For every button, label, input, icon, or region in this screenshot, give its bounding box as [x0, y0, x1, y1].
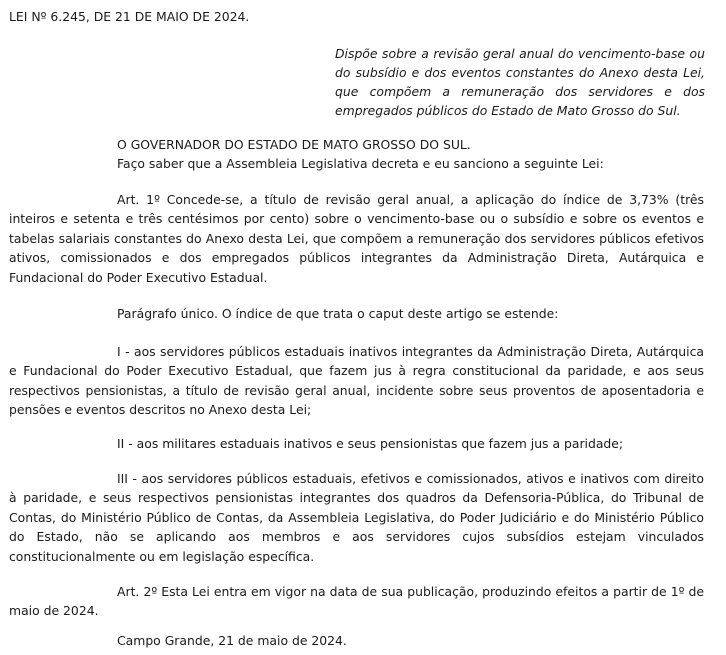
article-1: Art. 1º Concede-se, a título de revisão geral anual, a aplicação do índice de 3,73% (três inteiros e setenta e três centésimos por cento) sobre o vencimento-base ou o subsídio e sobre os eventos e tabelas salariais constantes do Anexo desta Lei, que compõem a remuneração dos servidores públicos efetivos ativos, comissionados e dos empregados públicos integrantes da Administração Direta, Autárquica e Fundacional do Poder Executivo Estadual. [9, 192, 704, 285]
enactment-line: Faço saber que a Assembleia Legislativa decreta e eu sanciono a seguinte Lei: [117, 156, 604, 171]
paragraph-unico: Parágrafo único. O índice de que trata o caput deste artigo se estende: [117, 306, 559, 321]
inciso-i: I - aos servidores públicos estaduais inativos integrantes da Administração Direta, Autárquica e Fundacional do Poder Executivo Estadual, que fazem jus à regra constitucional da paridade, e aos seus respectivos pensionistas, a título de revisão geral anual, incidente sobre seus proventos de aposentadoria e pensões e eventos descritos no Anexo desta Lei; [9, 344, 704, 418]
law-title: LEI Nº 6.245, DE 21 DE MAIO DE 2024. [9, 9, 250, 24]
place-date: Campo Grande, 21 de maio de 2024. [117, 633, 347, 648]
article-2: Art. 2º Esta Lei entra em vigor na data de sua publicação, produzindo efeitos a partir de 1º de maio de 2024. [9, 584, 704, 619]
inciso-ii: II - aos militares estaduais inativos e seus pensionistas que fazem jus a paridade; [117, 436, 624, 451]
law-ementa: Dispõe sobre a revisão geral anual do vencimento-base ou do subsídio e dos eventos constantes do Anexo desta Lei, que compõem a remuneração dos servidores e dos empregados públicos do Estado de Mato Grosso do Sul. [335, 46, 705, 118]
governor-line: O GOVERNADOR DO ESTADO DE MATO GROSSO DO SUL. [117, 137, 471, 152]
inciso-iii: III - aos servidores públicos estaduais, efetivos e comissionados, ativos e inativos com direito à paridade, e seus respectivos pensionistas integrantes dos quadros da Defensoria-Pública, do Tribunal de Contas, do Ministério Público de Contas, da Assembleia Legislativa, do Poder Judiciário e do Ministério Público do Estado, não se aplicando aos membros e aos servidores cujos subsídios estejam vinculados constitucionalmente ou em legislação específica. [9, 471, 704, 564]
